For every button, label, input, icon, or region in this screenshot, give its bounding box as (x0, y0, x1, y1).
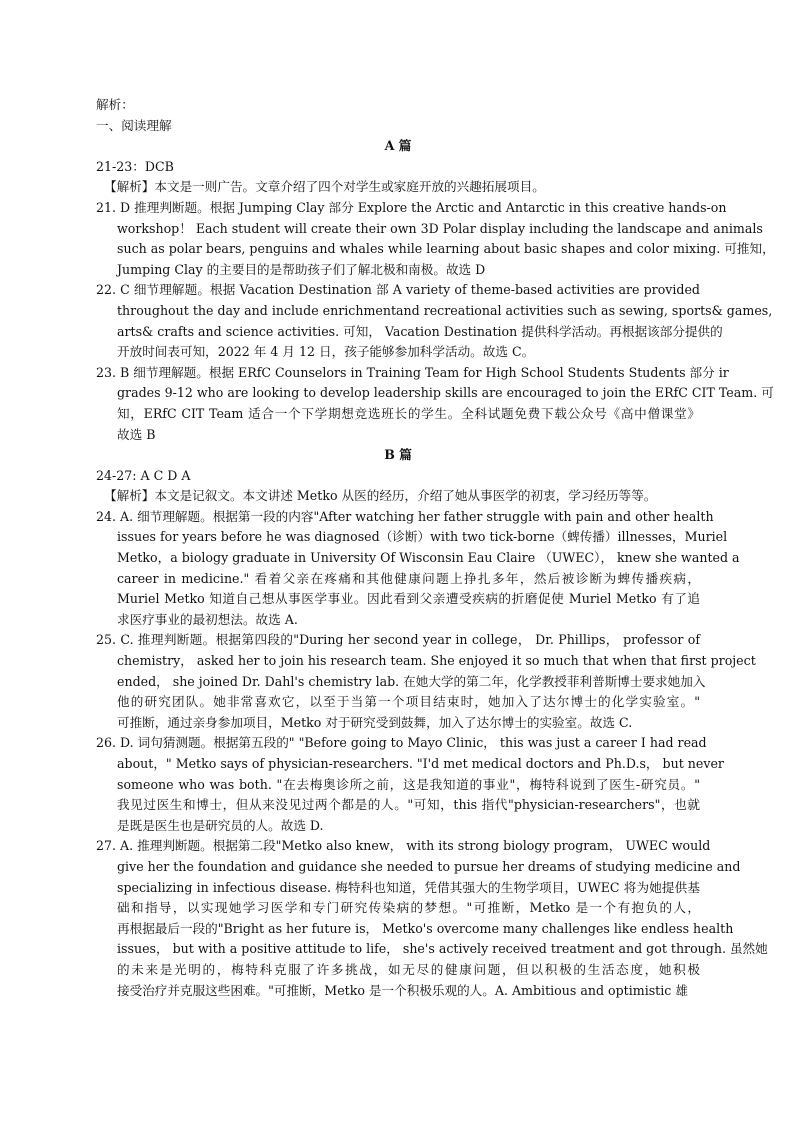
explanation-line: grades 9-12 who are looking to develop leadership skills are encouraged to join the ERfC CIT Team. 可 (117, 385, 774, 401)
part-b-items (96, 507, 768, 1001)
explanation-line: 我见过医生和博士，但从来没见过两个都是的人。"可知，this 指代"physician-researchers"，也就 (117, 797, 700, 813)
explanation-line: 接受治疗并克服这些困难。"可推断，Metko 是一个积极乐观的人。A. Ambitious and optimistic 雄 (117, 982, 688, 998)
answer-explanation (96, 836, 768, 1001)
explanation-line: specializing in infectious disease. 梅特科也知道，凭借其强大的生物学项目，UWEC 将为她提供基 (117, 879, 700, 895)
explanation-line: 23. B 细节理解题。根据 ERfC Counselors in Training Team for High School Students Students 部分 ir (96, 364, 729, 380)
explanation-line: 知，ERfC CIT Team 适合一个下学期想竞选班长的学生。全科试题免费下载公众号《高中僧课堂》 (117, 405, 700, 421)
explanation-line: 可推断，通过亲身参加项目，Metko 对于研究受到鼓舞，加入了达尔博士的实验室。故选 C. (117, 714, 633, 730)
explanation-line: 开放时间表可知，2022 年 4 月 12 日，孩子能够参加科学活动。故选 C。 (117, 344, 535, 360)
explanation-line: 他的研究团队。她非常喜欢它，以至于当第一个项目结束时，她加入了达尔博士的化学实验室。" (117, 694, 700, 710)
part-a-summary: 【解析】本文是一则广告。文章介绍了四个对学生或家庭开放的兴趣拓展项目。 (104, 179, 545, 195)
explanation-line: 22. C 细节理解题。根据 Vacation Destination 部 A variety of theme-based activities are provided (96, 282, 700, 298)
explanation-line: 27. A. 推理判断题。根据第二段"Metko also knew， with its strong biology program， UWEC would (96, 838, 711, 854)
explanation-line: 是既是医生也是研究员的人。故选 D. (117, 817, 324, 833)
explanation-line: 25. C. 推理判断题。根据第四段的"During her second year in college， Dr. Phillips， professor of (96, 632, 700, 648)
document-title: 解析： (96, 97, 134, 112)
answer-explanation (96, 630, 756, 733)
part-a-items (96, 198, 775, 445)
part-b-answers: 24-27: A C D A (96, 467, 191, 483)
explanation-line: ended， she joined Dr. Dahl's chemistry lab. 在她大学的第二年，化学教授菲利普斯博士要求她加入 (117, 673, 706, 689)
explanation-line: 求医疗事业的最初想法。故选 A. (117, 611, 298, 627)
part-a-heading: A 篇 (384, 138, 412, 154)
explanation-line: issues for years before he was diagnosed（诊断）with two tick-borne（蜱传播）illnesses，Muriel (117, 529, 728, 545)
explanation-line: throughout the day and include enrichmentand recreational activities such as sewing, sports& games, (117, 302, 773, 318)
answer-explanation (96, 733, 724, 836)
explanation-line: someone who was both. "在去梅奥诊所之前，这是我知道的事业"，梅特科说到了医生-研究员。" (117, 776, 700, 792)
explanation-line: Muriel Metko 知道自己想从事医学事业。因此看到父亲遭受疾病的折磨促使 Muriel Metko 有了追 (117, 591, 700, 607)
explanation-line: about，" Metko says of physician-researchers. "I'd met medical doctors and Ph.D.s， but never (117, 756, 724, 771)
explanation-line: career in medicine." 看着父亲在疼痛和其他健康问题上挣扎多年，然后被诊断为蜱传播疾病， (117, 570, 700, 586)
section-heading: 一、阅读理解 (96, 117, 172, 133)
explanation-line: 24. A. 细节理解题。根据第一段的内容"After watching her father struggle with pain and other health (96, 508, 714, 524)
answer-explanation (96, 507, 740, 631)
explanation-line: 故选 B (117, 426, 156, 442)
explanation-line: 21. D 推理判断题。根据 Jumping Clay 部分 Explore the Arctic and Antarctic in this creative hands-on (96, 199, 727, 215)
explanation-line: such as polar bears, penguins and whales while learning about basic shapes and color mixing. 可推知， (117, 241, 775, 257)
part-b-heading: B 篇 (384, 447, 412, 463)
explanation-line: give her the foundation and guidance she needed to pursue her dreams of studying medicine and (117, 858, 741, 874)
explanation-line: Jumping Clay 的主要目的是帮助孩子们了解北极和南极。故选 D (117, 261, 486, 277)
part-b-summary: 【解析】本文是记叙文。本文讲述 Metko 从医的经历，介绍了她从事医学的初衷，学习经历等等。 (104, 488, 657, 504)
document-content (96, 95, 775, 1001)
explanation-line: chemistry， asked her to join his research team. She enjoyed it so much that when that first project (117, 653, 756, 669)
explanation-line: 的未来是光明的，梅特科克服了许多挑战，如无尽的健康问题，但以积极的生活态度，她积极 (117, 961, 700, 977)
part-a-answers: 21-23：DCB (96, 158, 174, 174)
explanation-line: Metko，a biology graduate in University Of Wisconsin Eau Claire （UWEC）， knew she wanted a (117, 550, 740, 566)
answer-explanation (96, 198, 775, 280)
answer-explanation (96, 280, 773, 362)
explanation-line: 26. D. 词句猜测题。根据第五段的" "Before going to Mayo Clinic， this was just a career I had read (96, 735, 707, 751)
explanation-line: 础和指导，以实现她学习医学和专门研究传染病的梦想。"可推断，Metko 是一个有抱负的人， (117, 900, 700, 916)
explanation-line: issues， but with a positive attitude to life， she's actively received treatment and got through. 虽然她 (117, 941, 768, 957)
explanation-line: arts& crafts and science activities. 可知， Vacation Destination 提供科学活动。再根据该部分提供的 (117, 323, 723, 339)
explanation-line: 再根据最后一段的"Bright as her future is， Metko's overcome many challenges like endless health (117, 920, 734, 936)
answer-explanation (96, 363, 774, 445)
explanation-line: workshop！ Each student will create their own 3D Polar display including the landscape and animals (117, 220, 763, 236)
